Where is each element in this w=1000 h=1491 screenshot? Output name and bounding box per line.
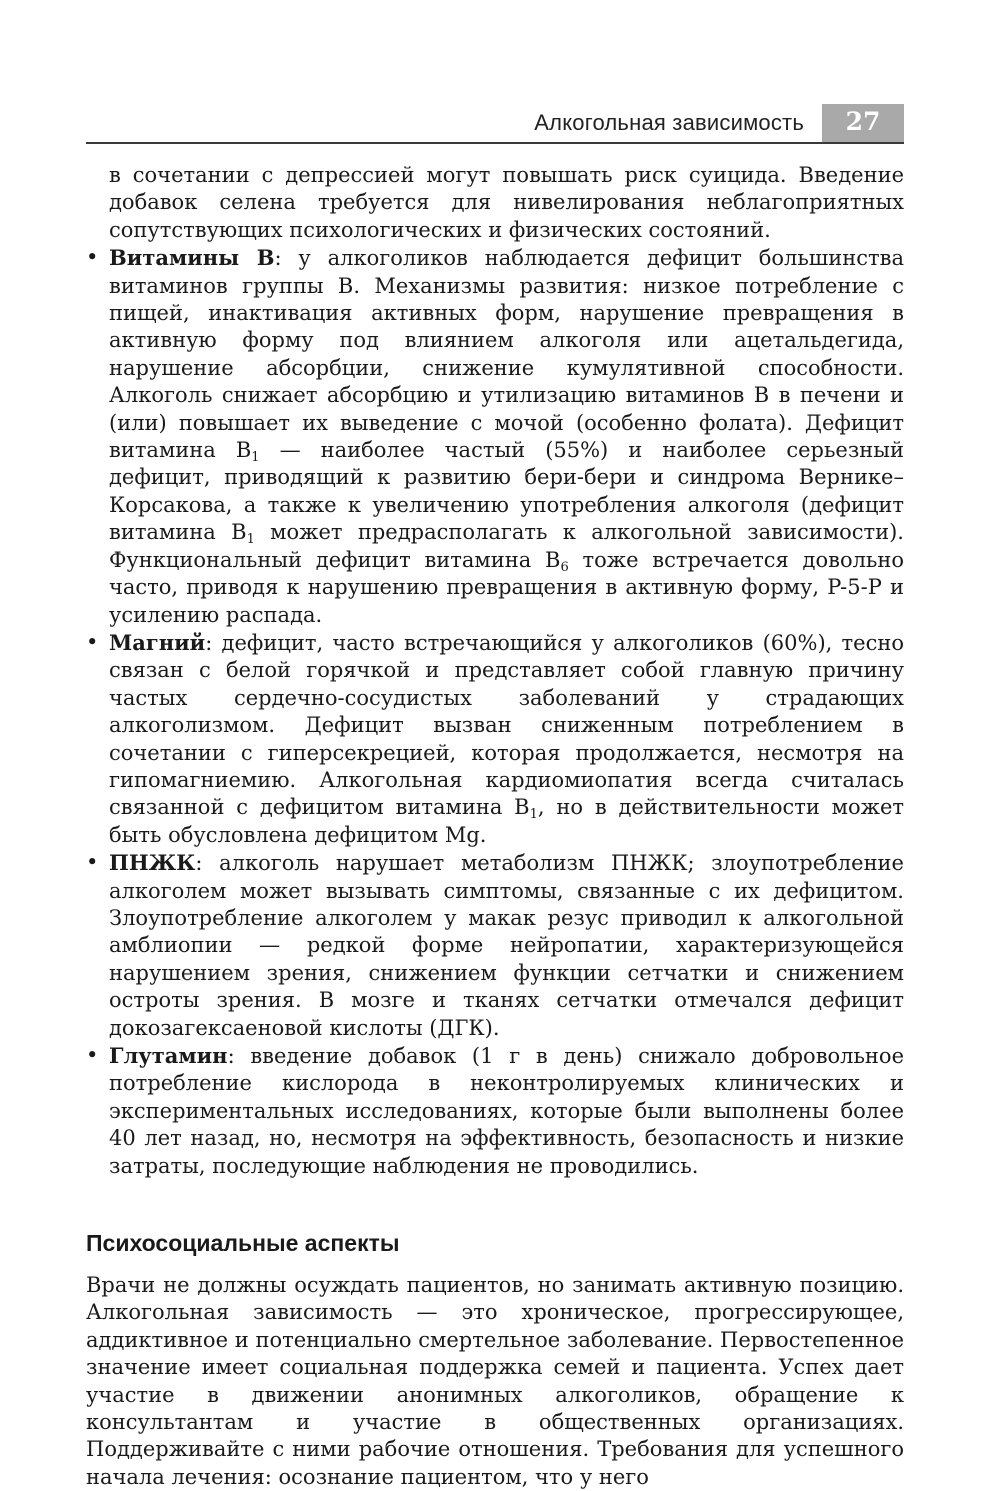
header-rule xyxy=(86,142,904,144)
running-title: Алкогольная зависимость xyxy=(534,110,804,135)
subscript: 1 xyxy=(251,450,260,466)
subscript: 1 xyxy=(246,532,255,548)
page-number: 27 xyxy=(845,107,881,136)
item-term: Витамины B xyxy=(109,245,275,271)
page-number-box xyxy=(822,104,904,144)
list-item-glutamine xyxy=(86,1042,904,1180)
bullet-icon: • xyxy=(86,629,99,654)
nutrient-list xyxy=(86,244,904,1180)
bullet-icon: • xyxy=(86,1043,99,1067)
item-text: : дефицит, часто встречающийся у алкоголиков (60%), тесно связан с белой горячкой и представляет собой главную причину частых сердечно-сосудистых заболеваний у страдающих алкоголизмом. Дефицит вызван сниженным потреблением в сочетании с гиперсекрецией, которая продолжается, несмотря на гипомагниемию. Алкогольная кардиомиопатия всегда считалась связанной с дефицитом витамина B xyxy=(109,630,904,820)
list-item-pufa xyxy=(86,849,904,1042)
item-text: : алкоголь нарушает метаболизм ПНЖК; злоупотребление алкоголем может вызывать симптомы, связанные с их дефицитом. Злоупотребление алкоголем у макак резус приводил к алкогольной амблиопии — редкой форме нейропатии, характеризующейся нарушением зрения, снижением функции сетчатки и снижением остроты зрения. В мозге и тканях сетчатки отмечался дефицит докозагексаеновой кислоты (ДГК). xyxy=(109,851,904,1040)
item-text: тоже встречается довольно часто, приводя к нарушению превращения в активную форму, P-5-P и усилению распада. xyxy=(109,547,904,627)
item-term: Глутамин xyxy=(109,1043,228,1068)
item-term: Магний xyxy=(109,629,206,655)
item-text: может предрасполагать к алкогольной зависимости). Функциональный дефицит витамина B xyxy=(109,520,904,572)
running-header xyxy=(86,104,904,146)
item-term: ПНЖК xyxy=(109,850,196,876)
section-heading: Психосоциальные аспекты xyxy=(86,1230,400,1257)
subscript: 1 xyxy=(529,807,538,823)
section-paragraph: Врачи не должны осуждать пациентов, но занимать активную позицию. Алкогольная зависимость — это хроническое, прогрессирующее, аддиктивное и потенциально смертельное заболевание. Первостепенное значение имеет социальная поддержка семей и пациента. Успех дает участие в движении анонимных алкоголиков, обращение к консультантам и участие в общественных организациях. Поддерживайте с ними рабочие отношения. Требования для успешного начала лечения: осознание пациентом, что у него xyxy=(86,1273,904,1489)
item-text: — наиболее частый (55%) и наиболее серьезный дефицит, приводящий к развитию бери-бери и синдрома Вернике–Корсакова, а также к увеличению употребления алкоголя (дефицит витамина B xyxy=(109,438,904,545)
body-text xyxy=(86,162,904,1491)
item-text: , но в действительности может быть обусловлена дефицитом Mg. xyxy=(109,795,904,847)
list-item-magnesium xyxy=(86,629,904,849)
continuation-paragraph: в сочетании с депрессией могут повышать риск суицида. Введение добавок селена требуется для нивелирования неблагоприятных сопутствующих психологических и физических состояний. xyxy=(109,163,904,242)
bullet-icon: • xyxy=(86,850,99,875)
item-text: : у алкоголиков наблюдается дефицит большинства витаминов группы B. Механизмы развития: низкое потребление с пищей, инактивация активных форм, нарушение превращения в активную форму под влиянием алкоголя или ацетальдегида, нарушение абсорбции, снижение кумулятивной способности. Алкоголь снижает абсорбцию и утилизацию витаминов B в печени и (или) повышает их выведение с мочой (особенно фолата). Дефицит витамина B xyxy=(109,246,904,463)
item-text: : введение добавок (1 г в день) снижало добровольное потребление кислорода в неконтролируемых клинических и экспериментальных исследованиях, которые были выполнены более 40 лет назад, но, несмотря на эффективность, безопасность и низкие затраты, последующие наблюдения не проводились. xyxy=(109,1044,904,1178)
bullet-icon: • xyxy=(86,245,99,270)
list-item-vitamins-b xyxy=(86,244,904,629)
subscript: 6 xyxy=(560,559,569,575)
